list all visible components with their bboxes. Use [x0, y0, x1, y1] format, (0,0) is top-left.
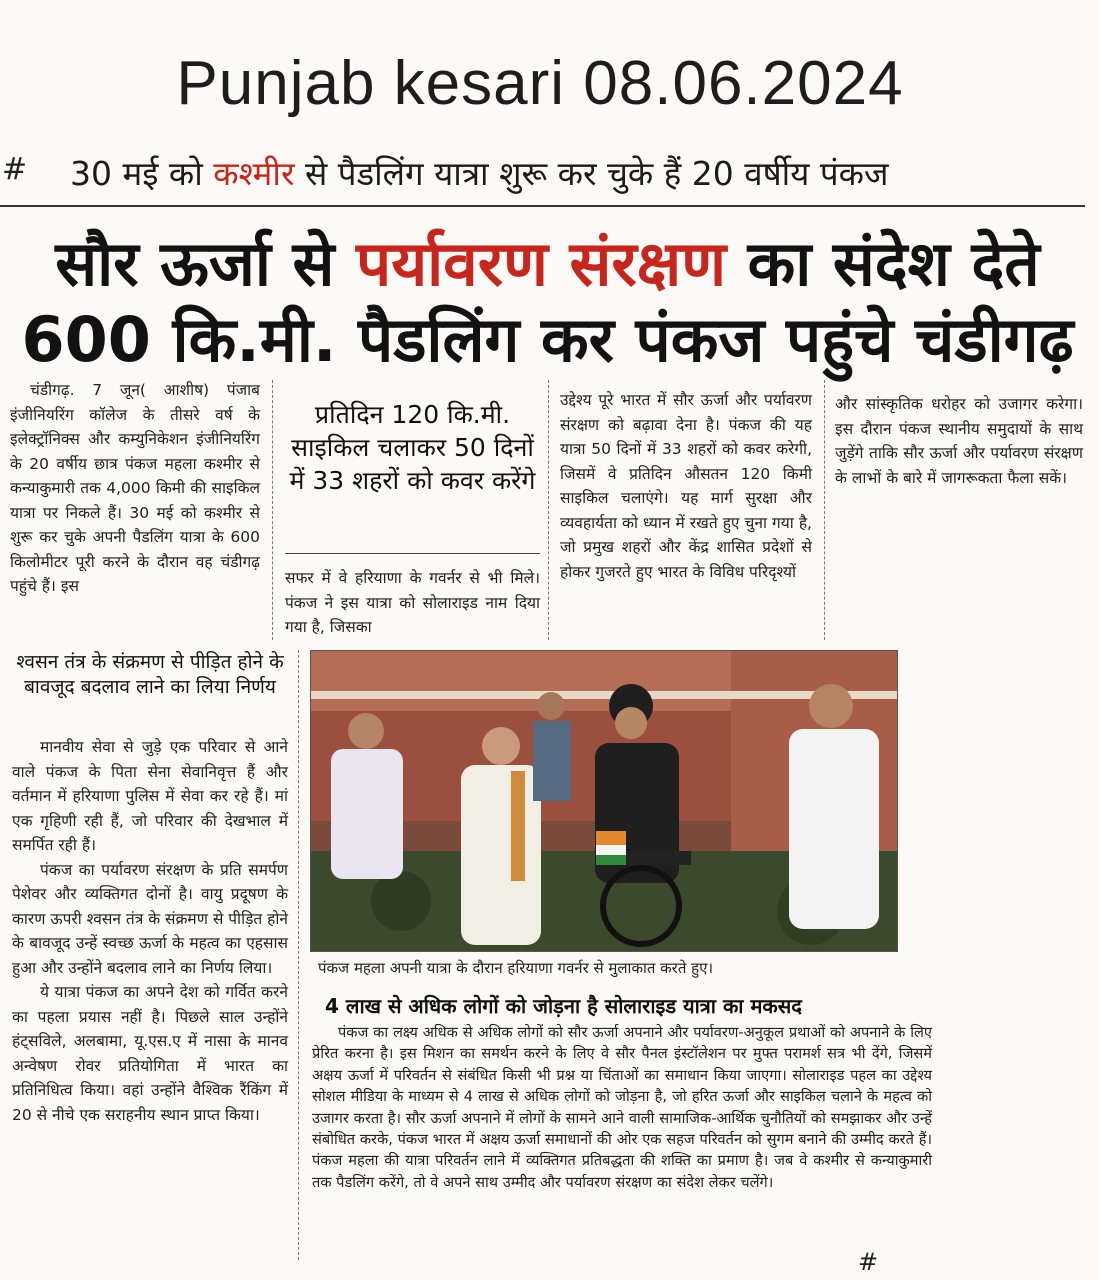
- bottom-subhead: 4 लाख से अधिक लोगों को जोड़ना है सोलाराइड यात्रा का मकसद: [325, 994, 802, 1018]
- kicker-before: 30 मई को: [70, 154, 214, 193]
- bottom-paragraph-text: पंकज का लक्ष्य अधिक से अधिक लोगों को सौर ऊर्जा अपनाने और पर्यावरण-अनुकूल प्रथाओं को अपनाने के लिए प्रेरित करना है। इस मिशन का समर्थन करने के लिए वे सौर पैनल इंस्टॉलेशन पर मुफ्त परामर्श सत्र भी देंगे, जिसमें अक्षय ऊर्जा में परिवर्तन से संबंधित किसी भी प्रश्न या चिंताओं का समाधान किया जाएगा। सोलाराइड पहल का उद्देश्य सोशल मीडिया के माध्यम से 4 लाख से अधिक लोगों को जोड़ना है, जो हरित ऊर्जा और साइकिल चलाने के महत्व को उजागर करता है। सौर ऊर्जा अपनाने में लोगों के सामने आने वाली सामाजिक-आर्थिक चुनौतियों को समझाकर और उन्हें संबोधित करके, पंकज भारत में अक्षय ऊर्जा समाधानों की ओर एक सहज परिवर्तन को सुगम बनाने की उम्मीद करते हैं। पंकज महला की यात्रा परिवर्तन लाने में व्यक्तिगत प्रतिबद्धता की शक्ति का प्रमाण है। जब वे कश्मीर से कन्याकुमारी तक पैडलिंग करेंगे, तो वे अपने साथ उम्मीद और पर्यावरण संरक्षण का संदेश लेकर चलेंगे।: [312, 1024, 932, 1191]
- pull-quote-rule: [285, 553, 540, 554]
- source-label: Punjab kesari 08.06.2024: [176, 49, 904, 118]
- hash-mark: #: [2, 152, 28, 187]
- left-column: [12, 735, 288, 1127]
- headline-line2: 600 कि.मी. पैडलिंग कर पंकज पहुंचे चंडीगढ़: [21, 303, 1074, 376]
- left-paragraph-3: ये यात्रा पंकज का अपने देश को गर्वित करने का पहला प्रयास नहीं है। पिछले साल उन्होंने हंट्सविले, अलबामा, यू.एस.ए में नासा के मानव अन्वेषण रोवर प्रतियोगिता में भारत का प्रतिनिधित्व किया। वहां उन्होंने वैश्विक रैंकिंग में 20 से नीचे एक सराहनीय स्थान प्राप्त किया।: [12, 983, 288, 1124]
- column-divider: [824, 380, 825, 640]
- kicker: [70, 150, 1080, 195]
- intro-column: [10, 378, 260, 599]
- col4-text: और सांस्कृतिक धरोहर को उजागर करेगा। इस दौरान पंकज स्थानीय समुदायों के साथ जुड़ेंगे ताकि सौर ऊर्जा और पर्यावरण संरक्षण के लाभों के बारे में जागरूकता फैला सकें।: [835, 395, 1083, 487]
- news-photo: [310, 650, 898, 952]
- photo-caption: पंकज महला अपनी यात्रा के दौरान हरियाणा गवर्नर से मुलाकात करते हुए।: [318, 959, 714, 977]
- headline-before: सौर ऊर्जा से: [55, 227, 356, 300]
- left-subhead: श्वसन तंत्र के संक्रमण से पीड़ित होने के बावजूद बदलाव लाने का लिया निर्णय: [16, 651, 284, 698]
- kicker-highlight: कश्मीर: [213, 154, 295, 193]
- divider: [0, 205, 1085, 207]
- bottom-paragraph: [312, 1022, 932, 1193]
- col2-text: सफर में वे हरियाणा के गवर्नर से भी मिले। पंकज ने इस यात्रा को सोलाराइड नाम दिया गया है, जिसका: [285, 569, 540, 636]
- col3-text: उद्देश्य पूरे भारत में सौर ऊर्जा और पर्यावरण संरक्षण को बढ़ावा देना है। पंकज की यह यात्रा 50 दिनों में 33 शहरों को कवर करेगी, जिसमें वे प्रतिदिन औसतन 120 किमी साइकिल चलाएंगे। यह मार्ग सुरक्षा और व्यवहार्यता को ध्यान में रखते हुए चुना गया है, जो प्रमुख शहरों और केंद्र शासित प्रदेशों से होकर गुजरते हुए भारत के विविध परिदृश्यों: [560, 391, 812, 581]
- headline-line1: [10, 220, 1085, 304]
- left-paragraph-2: पंकज का पर्यावरण संरक्षण के प्रति समर्पण पेशेवर और व्यक्तिगत दोनों है। वायु प्रदूषण के कारण ऊपरी श्वसन तंत्र के संक्रमण से पीड़ित होने के बावजूद उन्हें स्वच्छ ऊर्जा के महत्व का एहसास हुआ और उन्होंने बदलाव लाने का निर्णय लिया।: [12, 860, 288, 977]
- column-divider: [548, 380, 549, 640]
- left-paragraph-1: मानवीय सेवा से जुड़े एक परिवार से आने वाले पंकज के पिता सेना सेवानिवृत्त हैं और वर्तमान में हरियाणा पुलिस में सेवा कर रहे हैं। मां एक गृहिणी रही हैं, जो परिवार की देखभाल में समर्पित रही हैं।: [12, 738, 288, 854]
- headline-after: का संदेश देते: [726, 227, 1040, 300]
- kicker-after: से पैडलिंग यात्रा शुरू कर चुके हैं 20 वर्षीय पंकज: [294, 154, 889, 193]
- headline-highlight: पर्यावरण संरक्षण: [356, 227, 727, 300]
- column-divider: [298, 650, 299, 1260]
- pull-quote: प्रतिदिन 120 कि.मी. साइकिल चलाकर 50 दिनों में 33 शहरों को कवर करेंगे: [289, 400, 536, 495]
- end-mark: #: [858, 1248, 879, 1276]
- intro-paragraph: चंडीगढ़. 7 जून( आशीष) पंजाब इंजीनियरिंग कॉलेज के तीसरे वर्ष के इलेक्ट्रॉनिक्स और कम्युनिकेशन इंजीनियरिंग के 20 वर्षीय छात्र पंकज महला कश्मीर से कन्याकुमारी तक 4,000 किमी की साइकिल यात्रा पर निकले हैं। 30 मई को कश्मीर से शुरू कर चुके अपनी पैडलिंग यात्रा के 600 किलोमीटर पूरी करने के दौरान वह चंडीगढ़ पहुंचे हैं। इस: [10, 381, 260, 595]
- column-divider: [272, 380, 273, 640]
